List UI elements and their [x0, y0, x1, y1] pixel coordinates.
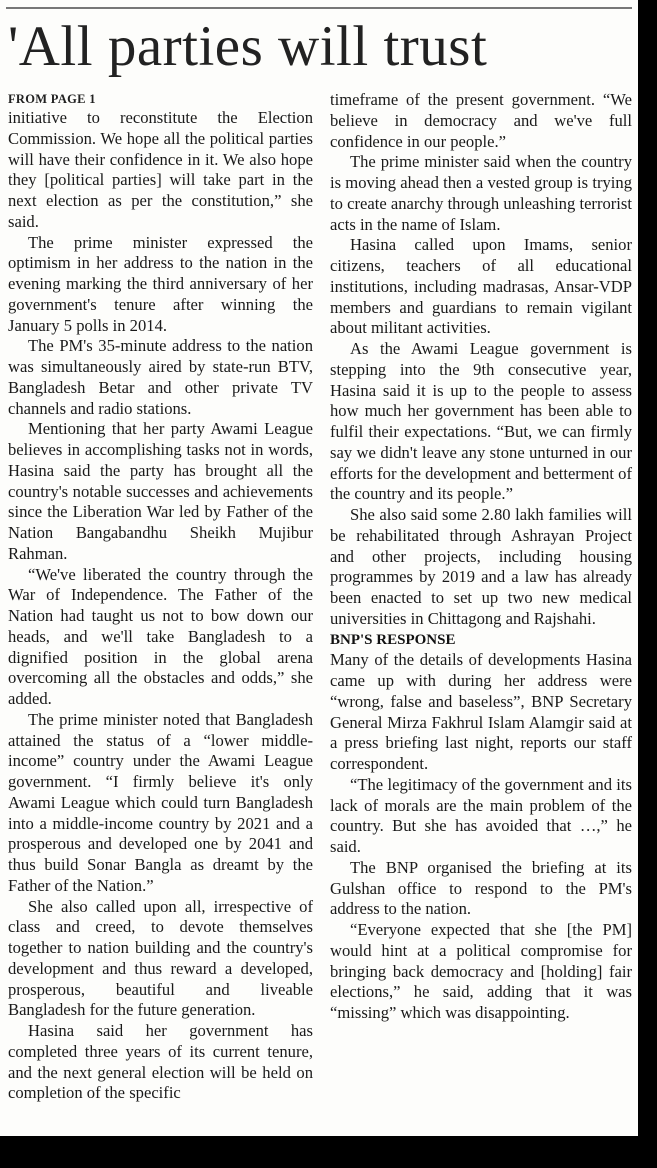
headline: 'All parties will trust	[8, 15, 488, 78]
paragraph: Hasina said her government has completed three years of its current tenure, and the next general election will be held on completion of the specific	[8, 1021, 313, 1103]
right-column	[330, 90, 632, 1024]
paragraph: The prime minister noted that Bangladesh attained the status of a “lower middle-income” country under the Awami League government. “I firmly believe it's only Awami League which could turn Bangladesh into a middle-income country by 2021 and a prosperous and developed one by 2041 and thus build Sonar Bangla as dreamt by the Father of the Nation.”	[8, 709, 313, 895]
paragraph: The prime minister said when the country is moving ahead then a vested group is trying to create anarchy through unleashing terrorist acts in the name of Islam.	[330, 152, 632, 234]
paragraph: Hasina called upon Imams, senior citizens, teachers of all educational institutions, including madrasas, Ansar-VDP members and guardians to remain vigilant about militant activities.	[330, 235, 632, 338]
paragraph: timeframe of the present government. “We believe in democracy and we've full confidence in our people.”	[330, 90, 632, 151]
paragraph: Many of the details of developments Hasina came up with during her address were “wrong, false and baseless”, BNP Secretary General Mirza Fakhrul Islam Alamgir said at a press briefing last night, reports our staff correspondent.	[330, 650, 632, 773]
paragraph: The BNP organised the briefing at its Gulshan office to respond to the PM's address to the nation.	[330, 857, 632, 919]
subhead-bnp-response: BNP'S RESPONSE	[330, 631, 456, 648]
paragraph: As the Awami League government is stepping into the 9th consecutive year, Hasina said it is up to the people to assess how much her government has been able to fulfil their expectations. “But, we can firmly say we didn't leave any stone unturned in our efforts for the development and betterment of the country and its people.”	[330, 339, 632, 504]
paragraph: Mentioning that her party Awami League believes in accomplishing tasks not in words, Hasina said the party has brought all the country's notable successes and achievements since the Liberation War led by Father of the Nation Bangabandhu Sheikh Mujibur Rahman.	[8, 419, 313, 563]
paragraph: The prime minister expressed the optimism in her address to the nation in the evening marking the third anniversary of her government's tenure after winning the January 5 polls in 2014.	[8, 232, 313, 335]
top-rule	[6, 7, 632, 9]
left-column	[8, 90, 313, 1104]
paragraph: She also called upon all, irrespective of class and creed, to devote themselves together to nation building and the country's development and thus reward a developed, prosperous, beautiful and liveable Bangladesh for the future generation.	[8, 896, 313, 1020]
kicker-from-page: FROM PAGE 1	[8, 92, 96, 106]
paragraph: “The legitimacy of the government and its lack of morals are the main problem of the country. But she has avoided that …,” he said.	[330, 774, 632, 856]
paragraph: initiative to reconstitute the Election Commission. We hope all the political parties will have their confidence in it. We also hope they [political parties] will take part in the next election as per the constitution,” she said.	[8, 108, 313, 231]
paragraph: “Everyone expected that she [the PM] would hint at a political compromise for bringing back democracy and [holding] fair elections,” he said, adding that it was “missing” which was disappointing.	[330, 920, 632, 1022]
paragraph: “We've liberated the country through the War of Independence. The Father of the Nation had taught us not to bow down our heads, and we'll take Bangladesh to a dignified position in the global arena overcoming all the obstacles and odds,” she added.	[8, 564, 313, 708]
paragraph: The PM's 35-minute address to the nation was simultaneously aired by state-run BTV, Bangladesh Betar and other private TV channels and radio stations.	[8, 336, 313, 418]
paragraph: She also said some 2.80 lakh families will be rehabilitated through Ashrayan Project and other projects, including housing programmes by 2019 and a law has already been enacted to set up two new medical universities in Chittagong and Rajshahi.	[330, 505, 632, 628]
